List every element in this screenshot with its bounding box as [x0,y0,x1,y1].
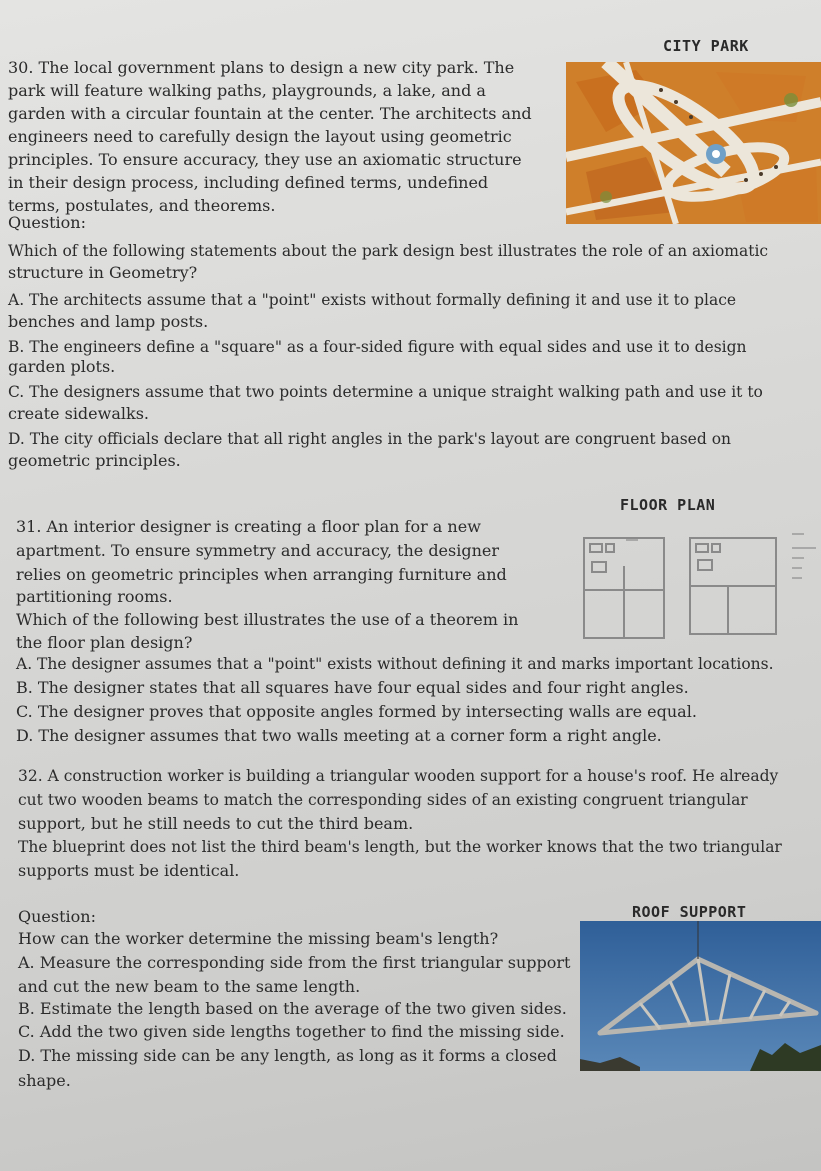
q32-option-a-cont: and cut the new beam to the same length. [18,977,361,996]
q30-option-a: A. The architects assume that a "point" exists without formally defining it and use it to place [8,291,737,309]
q30-intro-line: 30. The local government plans to design a new city park. The [8,58,515,77]
city-park-drawing [566,62,821,224]
q32-question-label: Question: [18,907,96,926]
q30-intro-line: engineers need to carefully design the layout using geometric [8,127,512,146]
q32-intro-line: support, but he still needs to cut the third beam. [18,814,414,833]
q30-intro-line: principles. To ensure accuracy, they use an axiomatic structure [8,150,522,169]
q30-option-b: B. The engineers define a "square" as a four-sided figure with equal sides and use it to design [8,338,747,356]
q30-question-line: Which of the following statements about the park design best illustrates the role of an axiomatic [8,242,769,260]
q31-option-c: C. The designer proves that opposite angles formed by intersecting walls are equal. [16,702,697,721]
q31-intro-line: relies on geometric principles when arranging furniture and [16,565,507,584]
roof-support-drawing [580,921,821,1071]
roof-support-image [580,921,821,1071]
floor-plan-image [578,528,821,640]
roof-support-caption: ROOF SUPPORT [632,903,747,921]
q31-intro-line: apartment. To ensure symmetry and accuracy, the designer [16,541,500,560]
floor-plan-caption: FLOOR PLAN [620,496,716,514]
q30-option-c: C. The designers assume that two points determine a unique straight walking path and use it to [8,383,763,401]
q30-option-c-cont: create sidewalks. [8,404,149,423]
q32-option-d: D. The missing side can be any length, as long as it forms a closed [18,1046,557,1065]
q31-option-b: B. The designer states that all squares have four equal sides and four right angles. [16,678,689,697]
q30-intro-line: park will feature walking paths, playgrounds, a lake, and a [8,81,486,100]
q32-question: How can the worker determine the missing beam's length? [18,929,499,948]
q32-option-c: C. Add the two given side lengths together to find the missing side. [18,1022,565,1041]
q31-option-d: D. The designer assumes that two walls meeting at a corner form a right angle. [16,726,662,745]
q30-option-d-cont: geometric principles. [8,451,181,470]
q30-option-d: D. The city officials declare that all right angles in the park's layout are congruent based on [8,430,732,448]
q30-intro-line: in their design process, including defined terms, undefined [8,173,489,192]
floor-plan-drawing [578,528,821,640]
q32-intro-line: supports must be identical. [18,861,240,880]
q32-intro-line: cut two wooden beams to match the corresponding sides of an existing congruent triangular [18,791,748,809]
q31-intro-line: 31. An interior designer is creating a floor plan for a new [16,517,481,536]
q32-option-a: A. Measure the corresponding side from the first triangular support [18,953,571,972]
q32-option-d-cont: shape. [18,1071,71,1090]
q30-option-b-cont: garden plots. [8,357,116,376]
q30-question-label: Question: [8,213,86,232]
q30-intro-line: terms, postulates, and theorems. [8,196,276,215]
q31-intro-line: Which of the following best illustrates the use of a theorem in [16,610,519,629]
city-park-caption: CITY PARK [663,37,749,55]
q31-intro-line: the floor plan design? [16,633,193,652]
q31-intro-line: partitioning rooms. [16,587,173,606]
q32-option-b: B. Estimate the length based on the average of the two given sides. [18,999,567,1018]
q30-question-line: structure in Geometry? [8,263,198,282]
q30-intro-line: garden with a circular fountain at the center. The architects and [8,104,532,123]
q32-intro-line: 32. A construction worker is building a triangular wooden support for a house's roof. He already [18,767,779,785]
city-park-image [566,62,821,224]
q32-intro-line: The blueprint does not list the third beam's length, but the worker knows that the two triangular [18,838,782,856]
q30-option-a-cont: benches and lamp posts. [8,312,209,331]
q31-option-a: A. The designer assumes that a "point" exists without defining it and marks important locations. [16,655,774,673]
